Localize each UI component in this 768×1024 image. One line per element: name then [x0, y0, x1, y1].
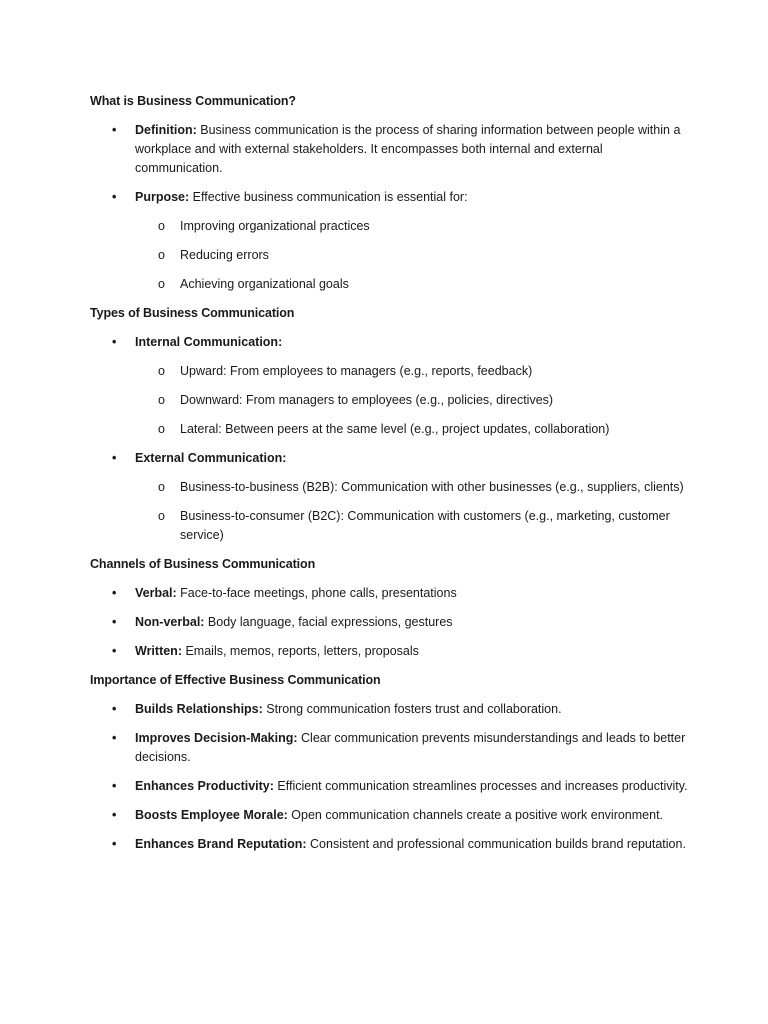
item-term: External Communication: — [135, 451, 287, 465]
sub-item-text: Business-to-business (B2B): Communication with other businesses (e.g., suppliers, clients) — [180, 480, 684, 494]
sub-list-item — [135, 391, 690, 410]
section-heading: What is Business Communication? — [90, 94, 296, 108]
sub-bullet-icon: o — [158, 219, 165, 233]
item-term: Definition: — [135, 123, 197, 137]
sub-item-text: Upward: From employees to managers (e.g., reports, feedback) — [180, 364, 533, 378]
list-item — [90, 121, 690, 178]
sub-list — [135, 478, 690, 545]
bullet-icon: • — [112, 190, 117, 204]
bullet-icon: • — [112, 702, 117, 716]
bullet-icon: • — [112, 644, 117, 658]
section-heading: Channels of Business Communication — [90, 557, 316, 571]
bullet-icon: • — [112, 731, 117, 745]
section-heading: Importance of Effective Business Communication — [90, 673, 381, 687]
sub-item-text: Lateral: Between peers at the same level (e.g., project updates, collaboration) — [180, 422, 610, 436]
bullet-list — [90, 333, 690, 545]
item-text: Clear communication prevents misunderstandings and leads to better decisions. — [135, 731, 686, 764]
item-term: Written: — [135, 644, 182, 658]
sub-list-item — [135, 507, 690, 545]
sub-bullet-icon: o — [158, 422, 165, 436]
sub-list — [135, 362, 690, 439]
document-page — [90, 92, 690, 864]
sub-list-item — [135, 420, 690, 439]
sub-list-item — [135, 275, 690, 294]
sub-list — [135, 217, 690, 294]
bullet-list — [90, 700, 690, 854]
item-text: Emails, memos, reports, letters, proposals — [182, 644, 419, 658]
item-text: Strong communication fosters trust and collaboration. — [262, 702, 562, 716]
sub-item-text: Reducing errors — [180, 248, 269, 262]
list-item — [90, 333, 690, 439]
item-text: Open communication channels create a positive work environment. — [287, 808, 664, 822]
list-item — [90, 642, 690, 661]
sub-bullet-icon: o — [158, 364, 165, 378]
sub-item-text: Improving organizational practices — [180, 219, 370, 233]
item-term: Enhances Productivity: — [135, 779, 274, 793]
list-item — [90, 613, 690, 632]
list-item — [90, 729, 690, 767]
sub-bullet-icon: o — [158, 509, 165, 523]
list-item — [90, 835, 690, 854]
bullet-icon: • — [112, 808, 117, 822]
sub-list-item — [135, 362, 690, 381]
item-term: Internal Communication: — [135, 335, 283, 349]
item-text: Body language, facial expressions, gestures — [204, 615, 453, 629]
section-heading: Types of Business Communication — [90, 306, 295, 320]
item-text: Face-to-face meetings, phone calls, presentations — [176, 586, 457, 600]
item-text: Efficient communication streamlines processes and increases productivity. — [273, 779, 688, 793]
bullet-list — [90, 121, 690, 294]
bullet-icon: • — [112, 586, 117, 600]
bullet-icon: • — [112, 123, 117, 137]
list-item — [90, 584, 690, 603]
item-term: Purpose: — [135, 190, 190, 204]
item-term: Enhances Brand Reputation: — [135, 837, 307, 851]
sub-bullet-icon: o — [158, 393, 165, 407]
sub-bullet-icon: o — [158, 248, 165, 262]
sub-bullet-icon: o — [158, 277, 165, 291]
item-text: Effective business communication is essential for: — [189, 190, 468, 204]
bullet-icon: • — [112, 837, 117, 851]
list-item — [90, 188, 690, 294]
item-term: Boosts Employee Morale: — [135, 808, 288, 822]
item-term: Verbal: — [135, 586, 177, 600]
list-item — [90, 449, 690, 545]
list-item — [90, 806, 690, 825]
list-item — [90, 777, 690, 796]
bullet-icon: • — [112, 335, 117, 349]
sub-item-text: Business-to-consumer (B2C): Communication with customers (e.g., marketing, customer service) — [180, 509, 670, 542]
bullet-icon: • — [112, 615, 117, 629]
sub-item-text: Achieving organizational goals — [180, 277, 349, 291]
item-text: Consistent and professional communication builds brand reputation. — [306, 837, 686, 851]
sub-bullet-icon: o — [158, 480, 165, 494]
bullet-icon: • — [112, 451, 117, 465]
item-term: Non-verbal: — [135, 615, 205, 629]
sub-item-text: Downward: From managers to employees (e.g., policies, directives) — [180, 393, 554, 407]
bullet-list — [90, 584, 690, 661]
item-text: Business communication is the process of sharing information between people within a workplace and with external stakeholders. It encompasses both internal and external communication. — [135, 123, 681, 175]
sub-list-item — [135, 217, 690, 236]
item-term: Builds Relationships: — [135, 702, 263, 716]
list-item — [90, 700, 690, 719]
sub-list-item — [135, 246, 690, 265]
sub-list-item — [135, 478, 690, 497]
item-term: Improves Decision-Making: — [135, 731, 298, 745]
bullet-icon: • — [112, 779, 117, 793]
